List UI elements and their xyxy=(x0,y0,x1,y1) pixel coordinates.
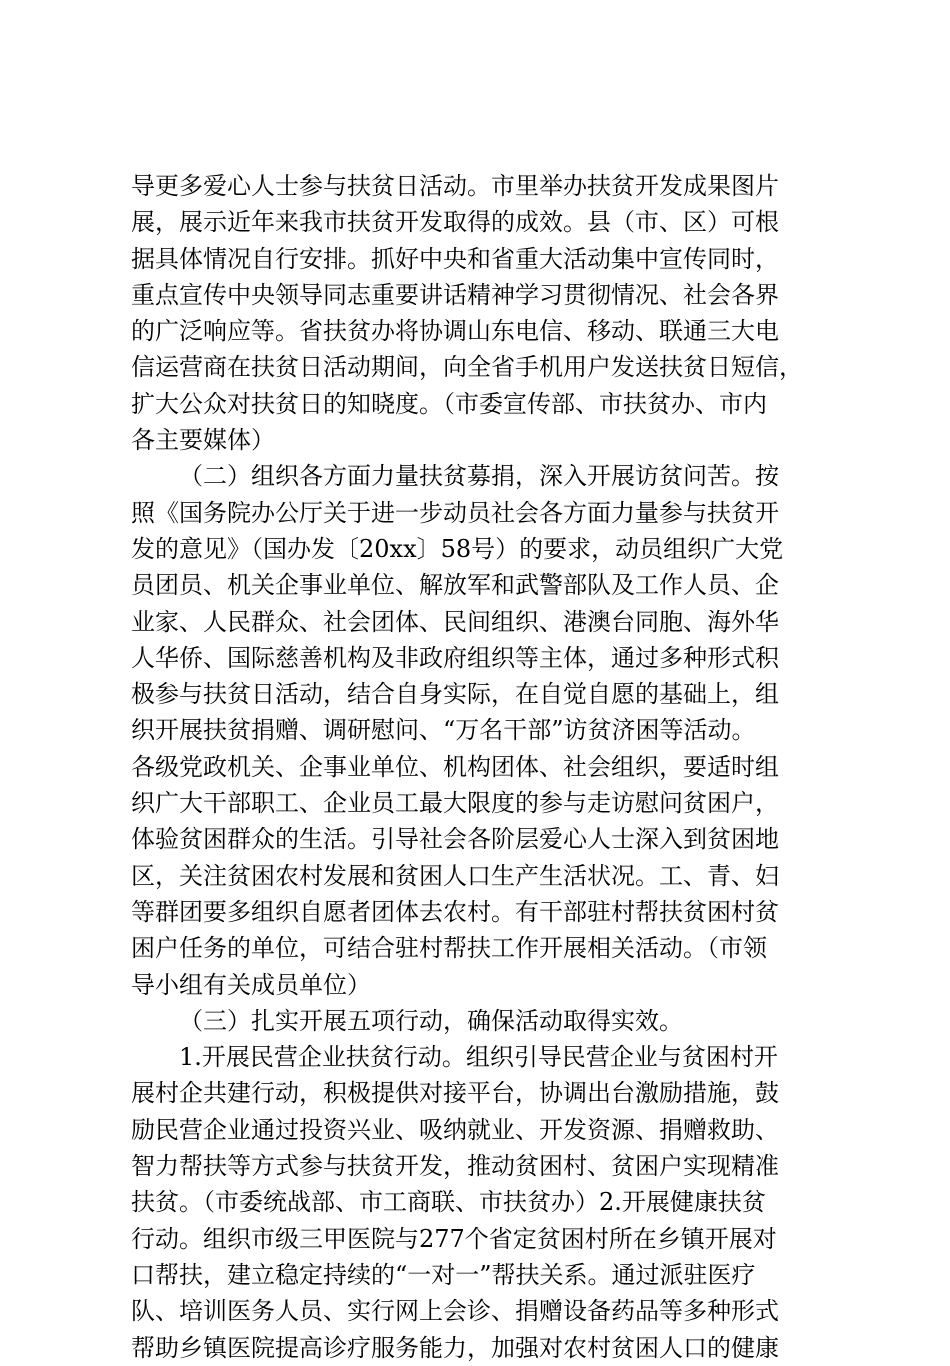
text-line: 智力帮扶等方式参与扶贫开发，推动贫困村、贫困户实现精准 xyxy=(131,1152,779,1181)
text-line: 员团员、机关企事业单位、解放军和武警部队及工作人员、企 xyxy=(131,571,779,600)
text-line: 织开展扶贫捐赠、调研慰问、“万名干部”访贫济困等活动。 xyxy=(131,716,756,745)
text-line: 体验贫困群众的生活。引导社会各阶层爱心人士深入到贫困地 xyxy=(131,825,779,854)
section-heading-3: （三）扎实开展五项行动，确保活动取得实效。 xyxy=(179,1006,683,1035)
text-line: 的广泛响应等。省扶贫办将协调山东电信、移动、联通三大电 xyxy=(131,317,779,346)
text-line: 行动。组织市级三甲医院与277个省定贫困村所在乡镇开展对 xyxy=(131,1224,777,1253)
text-line: 扩大公众对扶贫日的知晓度。（市委宣传部、市扶贫办、市内 xyxy=(131,389,767,418)
text-line: 等群团要多组织自愿者团体去农村。有干部驻村帮扶贫困村贫 xyxy=(131,897,779,926)
text-line: 扶贫。（市委统战部、市工商联、市扶贫办）2.开展健康扶贫 xyxy=(131,1188,766,1217)
text-line: 导更多爱心人士参与扶贫日活动。市里举办扶贫开发成果图片 xyxy=(131,172,779,200)
text-line: 极参与扶贫日活动，结合自身实际，在自觉自愿的基础上，组 xyxy=(131,680,779,709)
text-line: 重点宣传中央领导同志重要讲话精神学习贯彻情况、社会各界 xyxy=(131,280,779,309)
text-line: 展村企共建行动，积极提供对接平台，协调出台激励措施，鼓 xyxy=(131,1079,779,1108)
text-line: 照《国务院办公厅关于进一步动员社会各方面力量参与扶贫开 xyxy=(131,498,779,527)
text-line: 各级党政机关、企事业单位、机构团体、社会组织，要适时组 xyxy=(131,752,779,781)
text-line: 信运营商在扶贫日活动期间，向全省手机用户发送扶贫日短信， xyxy=(131,353,803,382)
body-text xyxy=(131,168,831,1366)
text-line: 区，关注贫困农村发展和贫困人口生产生活状况。工、青、妇 xyxy=(131,861,779,890)
text-line: 导小组有关成员单位） xyxy=(131,970,371,999)
text-line: 据具体情况自行安排。抓好中央和省重大活动集中宣传同时， xyxy=(131,244,779,273)
text-line: 展，展示近年来我市扶贫开发取得的成效。县（市、区）可根 xyxy=(131,208,779,237)
text-line: 口帮扶，建立稳定持续的“一对一”帮扶关系。通过派驻医疗 xyxy=(131,1260,756,1289)
text-line: 人华侨、国际慈善机构及非政府组织等主体，通过多种形式积 xyxy=(131,643,779,672)
text-line: 业家、人民群众、社会团体、民间组织、港澳台同胞、海外华 xyxy=(131,607,779,636)
text-line: 励民营企业通过投资兴业、吸纳就业、开发资源、捐赠救助、 xyxy=(131,1115,779,1144)
text-line: 1.开展民营企业扶贫行动。组织引导民营企业与贫困村开 xyxy=(179,1043,778,1072)
text-line: 队、培训医务人员、实行网上会诊、捐赠设备药品等多种形式 xyxy=(131,1297,779,1326)
text-line: 发的意见》（国办发〔20xx〕58号）的要求，动员组织广大党 xyxy=(131,534,784,563)
section-heading-2: （二）组织各方面力量扶贫募捐，深入开展访贫问苦。按 xyxy=(179,462,779,491)
text-line: 各主要媒体） xyxy=(131,426,275,455)
text-line: 帮助乡镇医院提高诊疗服务能力，加强对农村贫困人口的健康 xyxy=(131,1333,779,1362)
text-line: 织广大干部职工、企业员工最大限度的参与走访慰问贫困户， xyxy=(131,789,779,818)
text-line: 困户任务的单位，可结合驻村帮扶工作开展相关活动。（市领 xyxy=(131,934,767,963)
